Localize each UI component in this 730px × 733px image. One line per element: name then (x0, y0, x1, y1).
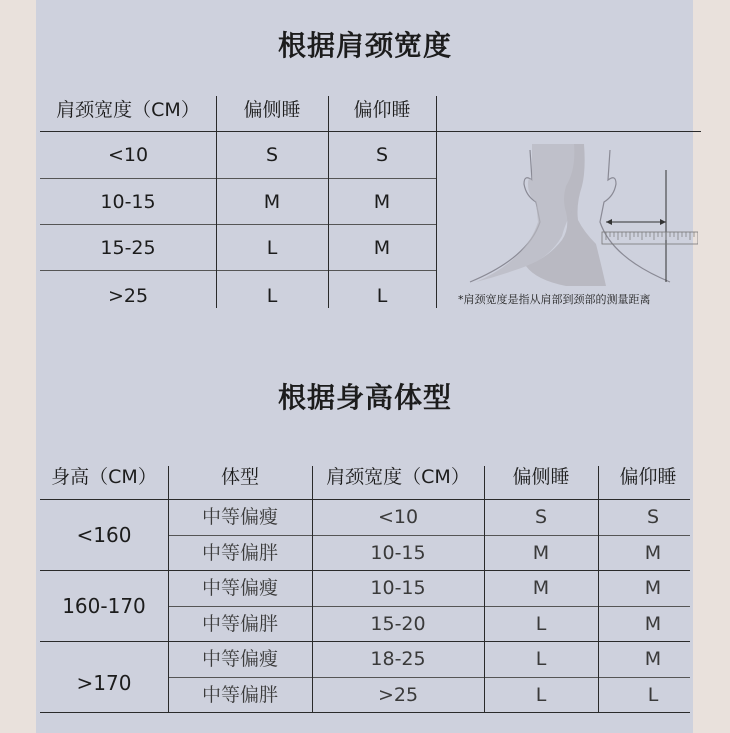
side-size-cell: L (535, 648, 547, 670)
table2-header-side: 偏侧睡 (512, 466, 570, 488)
side-size-cell: M (532, 577, 550, 599)
table1-col-line (436, 96, 437, 308)
back-size-cell: S (375, 144, 389, 166)
body-type-cell: 中等偏胖 (201, 542, 278, 564)
back-size-cell: L (376, 285, 388, 307)
width-range-cell: 10-15 (100, 191, 156, 213)
width-range-cell: 15-25 (100, 237, 156, 259)
height-group-label: 160-170 (62, 594, 146, 618)
body-type-cell: 中等偏胖 (201, 613, 278, 635)
back-size-cell: L (647, 684, 659, 706)
section-title-shoulder-width: 根据肩颈宽度 (277, 29, 452, 62)
section-title-height-body: 根据身高体型 (277, 381, 452, 414)
back-size-cell: M (644, 613, 662, 635)
width-range-cell: <10 (377, 506, 419, 528)
table1-header-back: 偏仰睡 (353, 99, 411, 121)
height-group-label: >170 (76, 671, 132, 695)
width-range-cell: 10-15 (370, 577, 426, 599)
body-type-cell: 中等偏瘦 (201, 648, 278, 670)
back-size-cell: S (646, 506, 660, 528)
table2-header-back: 偏仰睡 (619, 466, 677, 488)
side-size-cell: L (266, 237, 278, 259)
back-size-cell: M (373, 237, 391, 259)
table2-header-body: 体型 (220, 466, 259, 488)
back-size-cell: M (644, 648, 662, 670)
table1-header-width: 肩颈宽度（CM） (56, 99, 200, 121)
table2-header-height: 身高（CM） (51, 466, 157, 488)
body-type-cell: 中等偏瘦 (201, 506, 278, 528)
back-size-cell: M (644, 577, 662, 599)
width-range-cell: 18-25 (370, 648, 426, 670)
back-size-cell: M (644, 542, 662, 564)
width-range-cell: <10 (107, 144, 149, 166)
back-size-cell: M (373, 191, 391, 213)
width-range-cell: 15-20 (370, 613, 426, 635)
side-size-cell: M (263, 191, 281, 213)
side-size-cell: L (535, 684, 547, 706)
width-range-cell: >25 (377, 684, 419, 706)
measurement-note: *肩颈宽度是指从肩部到颈部的测量距离 (458, 293, 651, 306)
width-range-cell: >25 (107, 285, 149, 307)
body-type-cell: 中等偏瘦 (201, 577, 278, 599)
body-type-cell: 中等偏胖 (201, 684, 278, 706)
side-size-cell: S (265, 144, 279, 166)
side-size-cell: M (532, 542, 550, 564)
shoulder-neck-illustration (466, 140, 698, 286)
width-range-cell: 10-15 (370, 542, 426, 564)
height-group-label: <160 (76, 523, 132, 547)
table1-header-side: 偏侧睡 (243, 99, 301, 121)
side-size-cell: L (535, 613, 547, 635)
table2-header-width: 肩颈宽度（CM） (326, 466, 470, 488)
side-size-cell: L (266, 285, 278, 307)
side-size-cell: S (534, 506, 548, 528)
